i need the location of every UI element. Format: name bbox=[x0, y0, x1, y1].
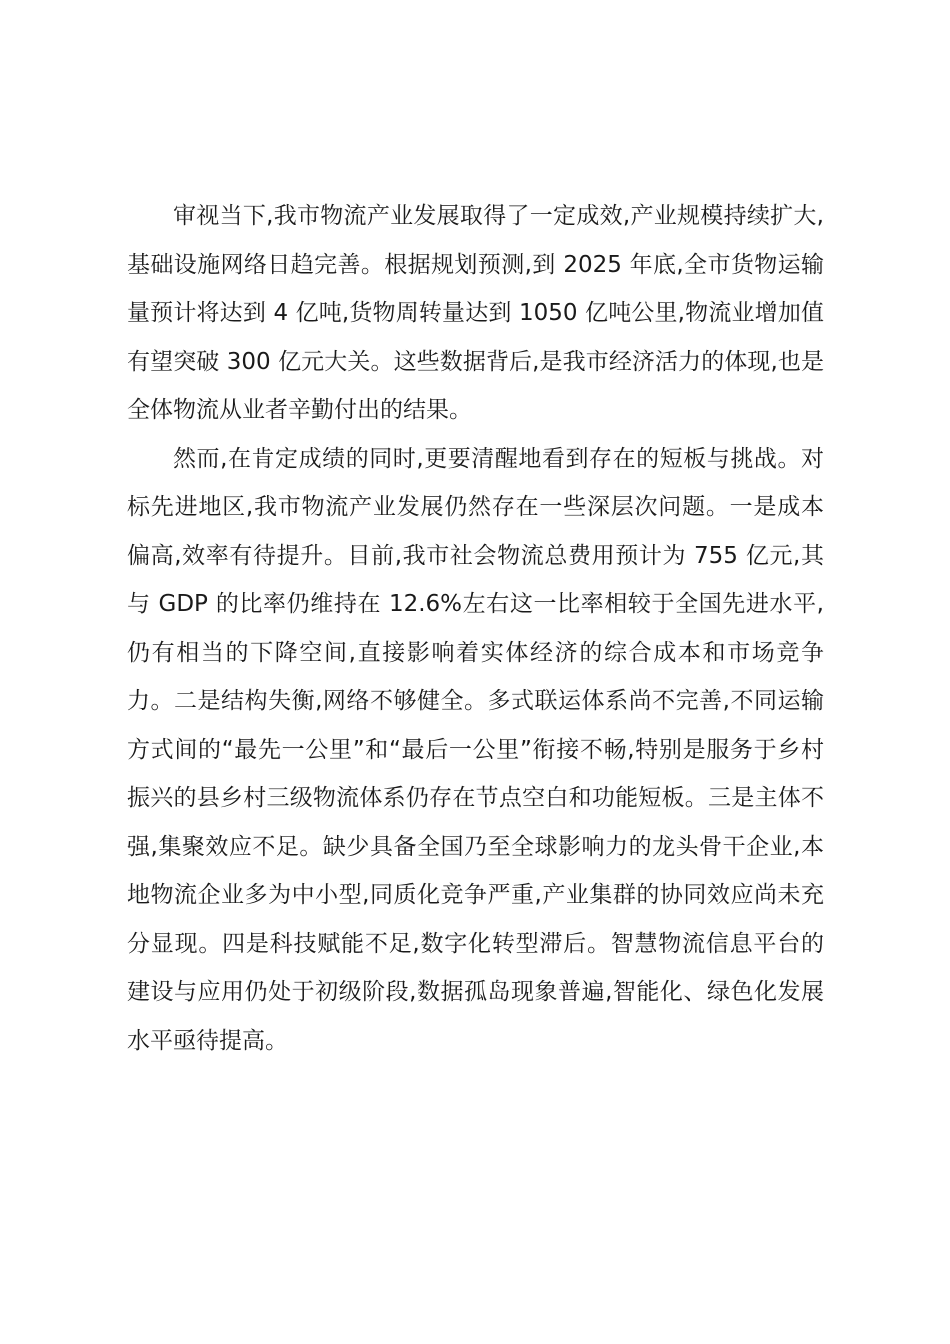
document-body bbox=[127, 192, 824, 1065]
paragraph-achievements: 审视当下,我市物流产业发展取得了一定成效,产业规模持续扩大,基础设施网络日趋完善。根据规划预测,到 2025 年底,全市货物运输量预计将达到 4 亿吨,货物周转量达到 1050 亿吨公里,物流业增加值有望突破 300 亿元大关。这些数据背后,是我市经济活力的体现,也是全体物流从业者辛勤付出的结果。 bbox=[127, 203, 824, 423]
paragraph-challenges: 然而,在肯定成绩的同时,更要清醒地看到存在的短板与挑战。对标先进地区,我市物流产业发展仍然存在一些深层次问题。一是成本偏高,效率有待提升。目前,我市社会物流总费用预计为 755 亿元,其与 GDP 的比率仍维持在 12.6%左右这一比率相较于全国先进水平,仍有相当的下降空间,直接影响着实体经济的综合成本和市场竞争力。二是结构失衡,网络不够健全。多式联运体系尚不完善,不同运输方式间的“最先一公里”和“最后一公里”衔接不畅,特别是服务于乡村振兴的县乡村三级物流体系仍存在节点空白和功能短板。三是主体不强,集聚效应不足。缺少具备全国乃至全球影响力的龙头骨干企业,本地物流企业多为中小型,同质化竞争严重,产业集群的协同效应尚未充分显现。四是科技赋能不足,数字化转型滞后。智慧物流信息平台的建设与应用仍处于初级阶段,数据孤岛现象普遍,智能化、绿色化发展水平亟待提高。 bbox=[127, 445, 824, 1054]
